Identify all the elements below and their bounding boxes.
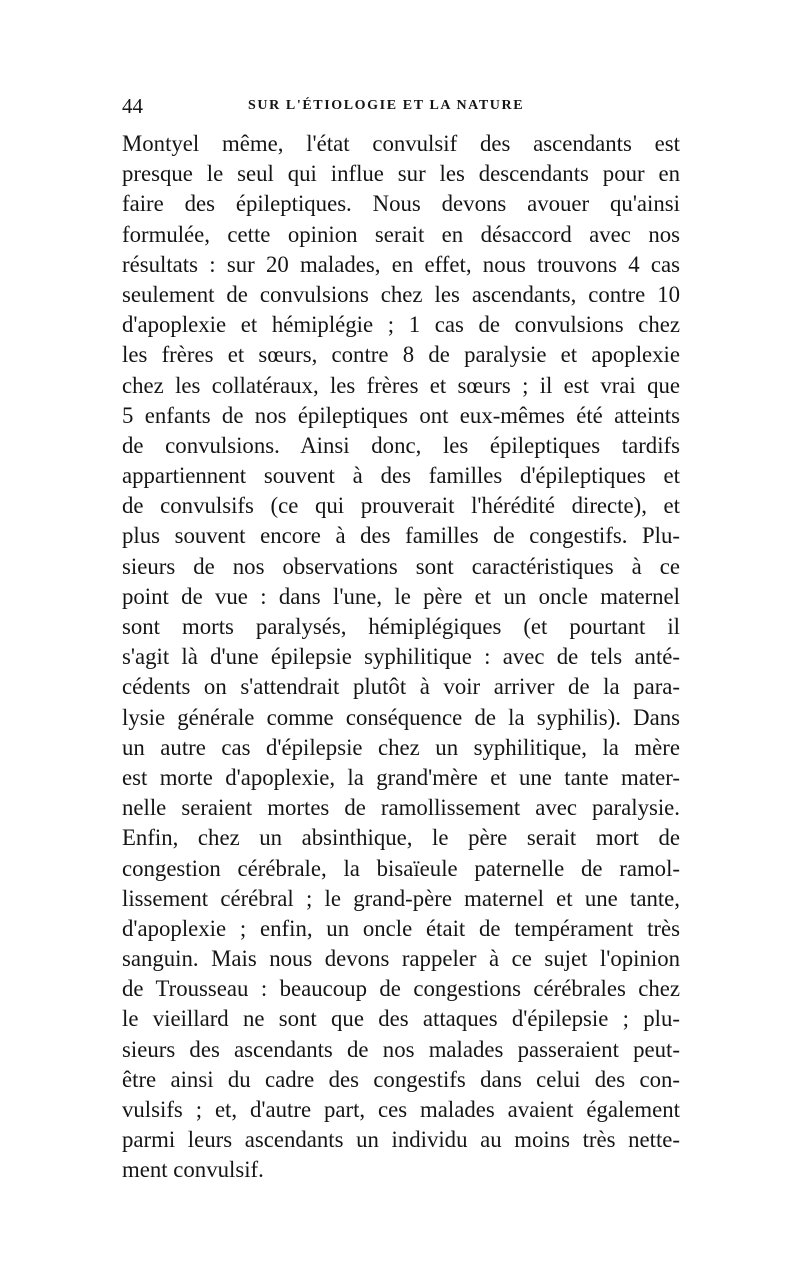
text-line: faire des épileptiques. Nous devons avouer qu'ainsi: [122, 191, 680, 217]
text-line: Montyel même, l'état convulsif des ascendants est: [122, 131, 680, 156]
page-number: 44: [122, 94, 143, 118]
text-line: point de vue : dans l'une, le père et un oncle maternel: [122, 583, 680, 609]
text-line: presque le seul qui influe sur les descendants pour en: [122, 161, 680, 187]
text-line: chez les collatéraux, les frères et sœurs ; il est vrai que: [122, 372, 680, 398]
text-line: plus souvent encore à des familles de congestifs. Plu-: [122, 523, 680, 549]
body-text: [122, 129, 680, 1186]
text-line: nelle seraient mortes de ramollissement avec paralysie.: [122, 795, 680, 821]
text-line: sont morts paralysés, hémiplégiques (et pourtant il: [122, 614, 680, 639]
text-line: Enfin, chez un absinthique, le père serait mort de: [122, 825, 680, 851]
text-line: d'apoplexie et hémiplégie ; 1 cas de convulsions chez: [122, 312, 680, 338]
text-line: s'agit là d'une épilepsie syphilitique : avec de tels anté-: [122, 644, 680, 670]
text-line: les frères et sœurs, contre 8 de paralysie et apoplexie: [122, 342, 680, 368]
text-line: congestion cérébrale, la bisaïeule paternelle de ramol-: [122, 855, 680, 881]
text-line: d'apoplexie ; enfin, un oncle était de tempérament très: [122, 915, 680, 941]
text-line: parmi leurs ascendants un individu au moins très nette-: [122, 1127, 680, 1153]
text-line: de convulsifs (ce qui prouverait l'hérédité directe), et: [122, 493, 680, 519]
text-line: de Trousseau : beaucoup de congestions cérébrales chez: [122, 976, 680, 1002]
text-line: seulement de convulsions chez les ascendants, contre 10: [122, 281, 680, 307]
text-line: vulsifs ; et, d'autre part, ces malades avaient également: [122, 1097, 680, 1122]
text-line: sanguin. Mais nous devons rappeler à ce sujet l'opinion: [122, 946, 680, 972]
text-line: résultats : sur 20 malades, en effet, nous trouvons 4 cas: [122, 251, 680, 277]
text-line: formulée, cette opinion serait en désaccord avec nos: [122, 221, 680, 247]
running-head: [122, 93, 680, 119]
text-line: appartiennent souvent à des familles d'épileptiques et: [122, 463, 680, 489]
text-line: lissement cérébral ; le grand-père maternel et une tante,: [122, 885, 680, 911]
text-line: est morte d'apoplexie, la grand'mère et une tante mater-: [122, 764, 680, 790]
running-title: SUR L'ÉTIOLOGIE ET LA NATURE: [248, 98, 525, 113]
text-line: de convulsions. Ainsi donc, les épileptiques tardifs: [122, 432, 680, 458]
text-line: sieurs des ascendants de nos malades passeraient peut-: [122, 1036, 680, 1062]
text-line: lysie générale comme conséquence de la syphilis). Dans: [122, 704, 680, 730]
text-line: ment convulsif.: [122, 1157, 264, 1183]
text-line: le vieillard ne sont que des attaques d'épilepsie ; plu-: [122, 1006, 680, 1032]
text-line: sieurs de nos observations sont caractéristiques à ce: [122, 553, 680, 579]
text-line: 5 enfants de nos épileptiques ont eux-mêmes été atteints: [122, 402, 680, 428]
text-line: un autre cas d'épilepsie chez un syphilitique, la mère: [122, 734, 680, 760]
text-line: être ainsi du cadre des congestifs dans celui des con-: [122, 1066, 680, 1092]
text-line: cédents on s'attendrait plutôt à voir arriver de la para-: [122, 674, 680, 700]
